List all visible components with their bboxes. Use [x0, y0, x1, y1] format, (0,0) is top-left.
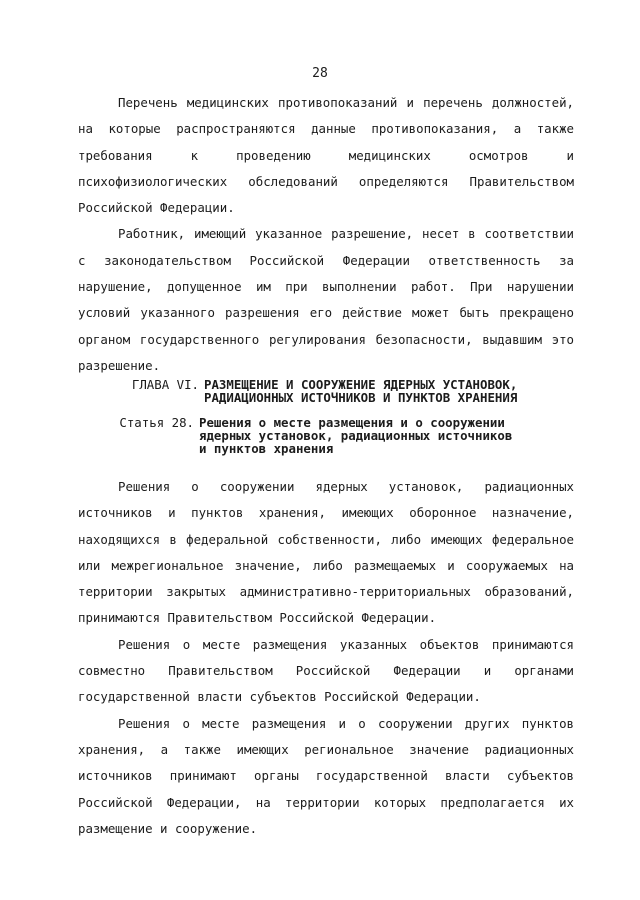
- article-title-line-2: ядерных установок, радиационных источников: [199, 428, 513, 443]
- article-title-line-1: Решения о месте размещения и о сооружении: [199, 415, 505, 430]
- article-text: [78, 474, 574, 842]
- paragraph-location-decisions: Решения о месте размещения указанных объектов принимаются совместно Правительством Российской Федерации и органами государственной власти субъектов Российской Федерации.: [78, 636, 574, 705]
- article-heading: [0, 416, 640, 455]
- chapter-heading: [0, 378, 640, 404]
- intro-text: [78, 90, 574, 379]
- chapter-label: ГЛАВА VI.: [131, 377, 199, 392]
- paragraph-regional-decisions: Решения о месте размещения и о сооружении других пунктов хранения, а также имеющих региональное значение радиационных источников принимают органы государственной власти субъектов Российской Федерации, на территории которых предполагается их размещение и сооружение.: [78, 715, 574, 836]
- paragraph-medical-contraindications: Перечень медицинских противопоказаний и перечень должностей, на которые распространяются данные противопоказания, а также требования к проведению медицинских осмотров и психофизиологических обследований определяются Правительством Российской Федерации.: [78, 95, 574, 216]
- chapter-title-line-1: РАЗМЕЩЕНИЕ И СООРУЖЕНИЕ ЯДЕРНЫХ УСТАНОВОК,: [204, 377, 518, 392]
- page-number: 28: [312, 66, 328, 81]
- article-label: Статья 28.: [119, 415, 194, 430]
- article-title-line-3: и пунктов хранения: [199, 441, 334, 456]
- paragraph-worker-responsibility: Работник, имеющий указанное разрешение, несет в соответствии с законодательством Российской Федерации ответственность за нарушение, допущенное им при выполнении работ. При нарушении условий указанного разрешения его действие может быть прекращено органом государственного регулирования безопасности, выдавшим это разрешение.: [78, 226, 574, 373]
- paragraph-construction-decisions: Решения о сооружении ядерных установок, радиационных источников и пунктов хранения, имеющих оборонное назначение, находящихся в федеральной собственности, либо имеющих федеральное или межрегиональное значение, либо размещаемых и сооружаемых на территории закрытых административно-территориальных образований, принимаются Правительством Российской Федерации.: [78, 479, 574, 626]
- chapter-title-line-2: РАДИАЦИОННЫХ ИСТОЧНИКОВ И ПУНКТОВ ХРАНЕНИЯ: [204, 390, 518, 405]
